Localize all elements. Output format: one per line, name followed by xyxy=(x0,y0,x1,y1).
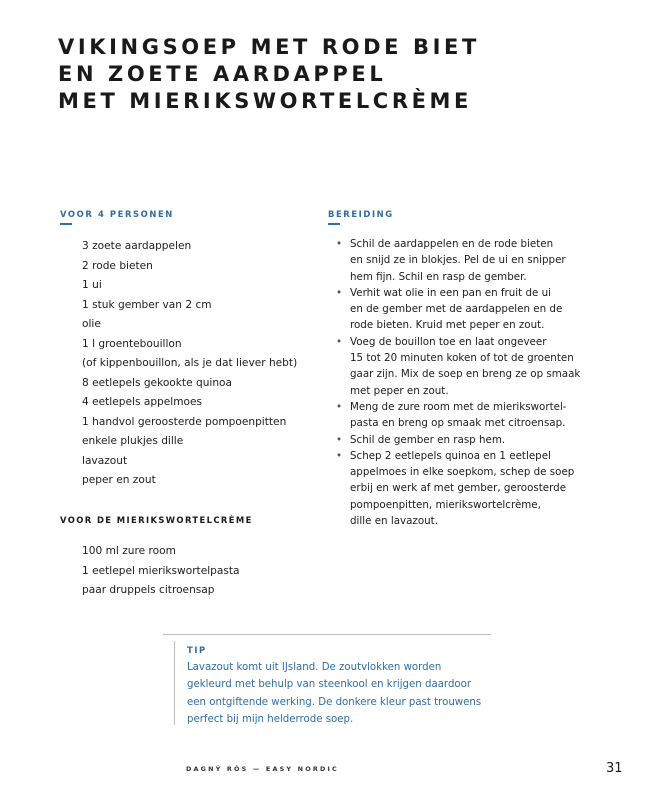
list-item: peper en zout xyxy=(82,474,156,486)
list-item: 1 eetlepel mierikswortelpasta xyxy=(82,564,240,577)
list-item: olie xyxy=(82,318,101,330)
list-item: 1 l groentebouillon xyxy=(82,337,182,350)
list-item: 1 ui xyxy=(82,279,102,291)
method-step xyxy=(336,285,636,334)
list-item: lavazout xyxy=(82,454,128,467)
bullet-icon: • xyxy=(336,400,343,413)
step-line: Voeg de bouillon toe en laat ongeveer xyxy=(350,335,547,348)
step-line: appelmoes in elke soepkom, schep de soep xyxy=(350,466,575,479)
method-step xyxy=(336,334,636,399)
method-step xyxy=(336,399,636,432)
method-heading: BEREIDING xyxy=(328,209,394,219)
step-line: pompoenpitten, mierikswortelcrème, xyxy=(350,498,541,511)
method-step xyxy=(336,448,636,529)
step-line: Verhit wat olie in een pan en fruit de ui xyxy=(350,286,551,299)
list-item: 8 eetlepels gekookte quinoa xyxy=(82,376,233,389)
step-line: en de gember met de aardappelen en de xyxy=(350,303,563,316)
list-item: enkele plukjes dille xyxy=(82,435,184,447)
title-line: MET MIERIKSWORTELCRÈME xyxy=(58,89,472,113)
page-number: 31 xyxy=(606,761,623,776)
list-item: (of kippenbouillon, als je dat liever hebt) xyxy=(82,357,298,369)
step-line: rode bieten. Kruid met peper en zout. xyxy=(350,319,545,332)
step-line: Meng de zure room met de mierikswortel- xyxy=(350,400,567,413)
method-step xyxy=(336,236,636,285)
tip-label: TIP xyxy=(187,645,207,655)
list-item: 1 stuk gember van 2 cm xyxy=(82,298,212,311)
step-line: Schep 2 eetlepels quinoa en 1 eetlepel xyxy=(350,449,551,462)
tip-line: gekleurd met behulp van steenkool en krijgen daardoor xyxy=(187,679,472,691)
method-steps xyxy=(336,236,636,529)
tip-divider xyxy=(163,634,491,635)
bullet-icon: • xyxy=(336,335,343,348)
step-line: 15 tot 20 minuten koken of tot de groenten xyxy=(350,352,574,365)
method-step xyxy=(336,432,636,448)
tip-line: Lavazout komt uit IJsland. De zoutvlokken worden xyxy=(187,662,442,673)
tip-text xyxy=(187,659,497,728)
list-item: paar druppels citroensap xyxy=(82,584,215,596)
tip-box xyxy=(174,641,497,725)
title-line: VIKINGSOEP MET RODE BIET xyxy=(58,35,480,59)
recipe-title xyxy=(58,34,618,115)
step-line: en snijd ze in blokjes. Pel de ui en snipper xyxy=(350,254,566,267)
list-item: 2 rode bieten xyxy=(82,259,153,272)
step-line: hem fijn. Schil en rasp de gember. xyxy=(350,270,527,283)
tip-line: een ontgiftende werking. De donkere kleur past trouwens xyxy=(187,696,482,708)
heading-accent-line xyxy=(60,223,72,225)
heading-accent-line xyxy=(328,223,340,225)
list-item: 4 eetlepels appelmoes xyxy=(82,396,203,408)
step-line: met peper en zout. xyxy=(350,384,449,397)
list-item: 3 zoete aardappelen xyxy=(82,240,192,252)
page-footer: DAGNÝ RÓS — EASY NORDIC xyxy=(186,765,339,773)
bullet-icon: • xyxy=(336,286,343,299)
tip-line: perfect bij mijn helderrode soep. xyxy=(187,713,354,725)
title-line: EN ZOETE AARDAPPEL xyxy=(58,62,387,86)
ingredients-heading: VOOR 4 PERSONEN xyxy=(60,209,174,219)
step-line: dille en lavazout. xyxy=(350,515,438,528)
list-item: 1 handvol geroosterde pompoenpitten xyxy=(82,415,287,428)
bullet-icon: • xyxy=(336,238,343,250)
list-item: 100 ml zure room xyxy=(82,545,176,557)
cream-ingredients-list xyxy=(82,542,240,601)
cream-heading: VOOR DE MIERIKSWORTELCRÈME xyxy=(60,515,253,525)
step-line: Schil de gember en rasp hem. xyxy=(350,433,506,446)
ingredients-list xyxy=(82,237,297,491)
bullet-icon: • xyxy=(336,433,343,446)
step-line: pasta en breng op smaak met citroensap. xyxy=(350,417,566,430)
bullet-icon: • xyxy=(336,449,343,462)
step-line: erbij en werk af met gember, geroosterde xyxy=(350,482,567,495)
step-line: Schil de aardappelen en de rode bieten xyxy=(350,238,554,250)
step-line: gaar zijn. Mix de soep en breng ze op smaak xyxy=(350,368,581,381)
